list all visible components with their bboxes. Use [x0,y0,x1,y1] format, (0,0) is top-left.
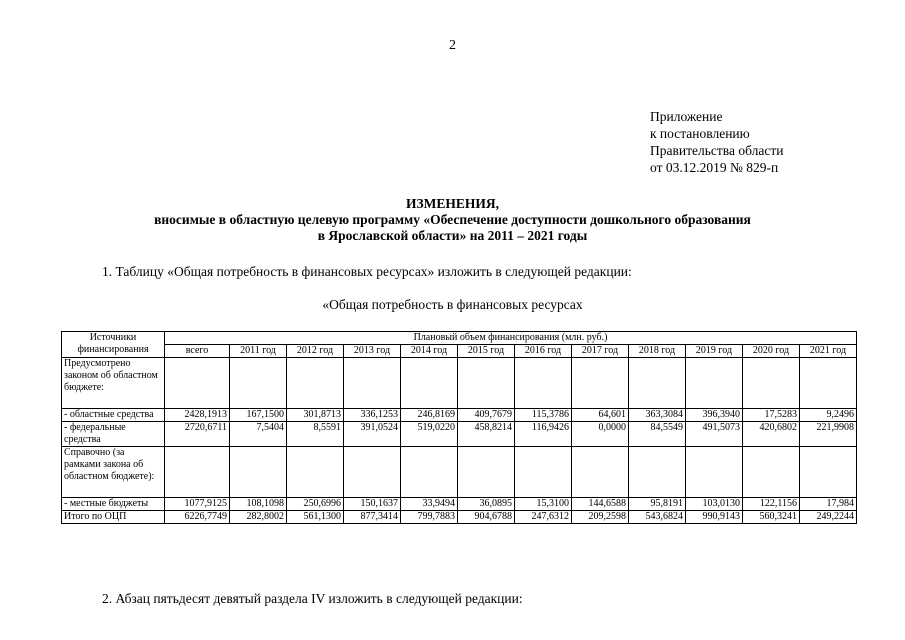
title-line-3: в Ярославской области» на 2011 – 2021 годы [317,228,588,243]
empty-cell [686,447,743,498]
value-cell: 458,8214 [458,422,515,447]
value-cell: 420,6802 [743,422,800,447]
value-cell: 491,5073 [686,422,743,447]
value-cell: 391,0524 [344,422,401,447]
title-line-2: вносимые в областную целевую программу «Обеспечение доступности дошкольного образования [154,212,751,227]
empty-cell [401,447,458,498]
value-cell: 36,0895 [458,498,515,511]
column-header: 2013 год [344,345,401,358]
empty-cell [165,447,230,498]
column-header: 2014 год [401,345,458,358]
value-cell: 115,3786 [515,409,572,422]
empty-cell [743,447,800,498]
row-label: Предусмотрено законом об областном бюджете: [62,358,165,409]
value-cell: 990,9143 [686,511,743,524]
table-row-regional [62,409,857,422]
value-cell: 301,8713 [287,409,344,422]
empty-cell [800,447,857,498]
column-header: 2019 год [686,345,743,358]
value-cell: 0,0000 [572,422,629,447]
empty-cell [629,358,686,409]
value-cell: 15,3100 [515,498,572,511]
plan-header: Плановый объем финансирования (млн. руб.) [165,332,857,345]
empty-cell [344,447,401,498]
column-header: 2020 год [743,345,800,358]
appendix-line: Приложение [650,109,723,124]
empty-cell [686,358,743,409]
financing-table [61,331,857,524]
value-cell: 249,2244 [800,511,857,524]
page-number: 2 [449,38,456,53]
row-label: - местные бюджеты [62,498,165,511]
value-cell: 116,9426 [515,422,572,447]
value-cell: 543,6824 [629,511,686,524]
header-row-2 [62,345,857,358]
paragraph-1: 1. Таблицу «Общая потребность в финансовых ресурсах» изложить в следующей редакции: [102,264,632,279]
empty-cell [515,358,572,409]
column-header: всего [165,345,230,358]
empty-cell [287,358,344,409]
appendix-line: к постановлению [650,126,750,141]
table-row-local [62,498,857,511]
value-cell: 17,5283 [743,409,800,422]
value-cell: 33,9494 [401,498,458,511]
empty-cell [458,358,515,409]
empty-cell [165,358,230,409]
value-cell: 246,8169 [401,409,458,422]
empty-cell [344,358,401,409]
column-header: 2021 год [800,345,857,358]
column-header: 2016 год [515,345,572,358]
empty-cell [230,358,287,409]
value-cell: 560,3241 [743,511,800,524]
value-cell: 282,8002 [230,511,287,524]
value-cell: 167,1500 [230,409,287,422]
value-cell: 799,7883 [401,511,458,524]
value-cell: 84,5549 [629,422,686,447]
value-cell: 64,601 [572,409,629,422]
value-cell: 904,6788 [458,511,515,524]
value-cell: 6226,7749 [165,511,230,524]
row-label: - федеральные средства [62,422,165,447]
empty-cell [800,358,857,409]
row-label: Справочно (за рамками закона об областном бюджете): [62,447,165,498]
value-cell: 1077,9125 [165,498,230,511]
table-row-total [62,511,857,524]
value-cell: 150,1637 [344,498,401,511]
value-cell: 519,0220 [401,422,458,447]
value-cell: 336,1253 [344,409,401,422]
column-header: 2011 год [230,345,287,358]
empty-cell [401,358,458,409]
title-line-1: ИЗМЕНЕНИЯ, [405,196,499,211]
column-header: 2012 год [287,345,344,358]
empty-cell [572,358,629,409]
value-cell: 250,6996 [287,498,344,511]
value-cell: 9,2496 [800,409,857,422]
column-header: 2018 год [629,345,686,358]
value-cell: 409,7679 [458,409,515,422]
value-cell: 17,984 [800,498,857,511]
value-cell: 122,1156 [743,498,800,511]
empty-cell [572,447,629,498]
section-row-law [62,358,857,409]
source-header: Источники финансирования [62,332,165,358]
appendix-block [650,108,783,176]
empty-cell [230,447,287,498]
section-row-reference [62,447,857,498]
value-cell: 209,2598 [572,511,629,524]
value-cell: 2720,6711 [165,422,230,447]
appendix-line: от 03.12.2019 № 829-п [650,160,779,175]
document-title [0,196,905,244]
value-cell: 363,3084 [629,409,686,422]
table-caption: «Общая потребность в финансовых ресурсах [322,297,583,312]
value-cell: 221,9908 [800,422,857,447]
value-cell: 7,5404 [230,422,287,447]
empty-cell [287,447,344,498]
appendix-line: Правительства области [650,143,784,158]
table-row-federal [62,422,857,447]
value-cell: 103,0130 [686,498,743,511]
value-cell: 2428,1913 [165,409,230,422]
empty-cell [515,447,572,498]
value-cell: 144,6588 [572,498,629,511]
empty-cell [458,447,515,498]
paragraph-2: 2. Абзац пятьдесят девятый раздела IV изложить в следующей редакции: [102,591,523,606]
row-label: - областные средства [62,409,165,422]
column-header: 2015 год [458,345,515,358]
row-label: Итого по ОЦП [62,511,165,524]
value-cell: 95,8191 [629,498,686,511]
value-cell: 877,3414 [344,511,401,524]
value-cell: 561,1300 [287,511,344,524]
header-row-1 [62,332,857,345]
column-header: 2017 год [572,345,629,358]
value-cell: 247,6312 [515,511,572,524]
value-cell: 396,3940 [686,409,743,422]
empty-cell [743,358,800,409]
value-cell: 108,1098 [230,498,287,511]
value-cell: 8,5591 [287,422,344,447]
empty-cell [629,447,686,498]
